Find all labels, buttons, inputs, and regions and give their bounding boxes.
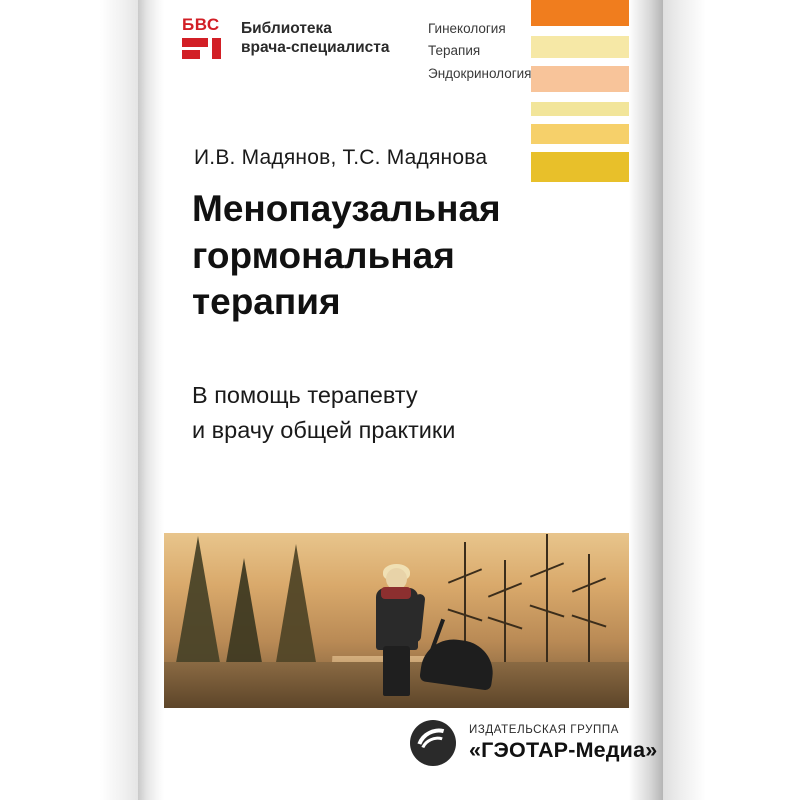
book-title bbox=[192, 186, 612, 326]
figure-legs bbox=[383, 646, 410, 696]
specialties-list bbox=[428, 18, 531, 85]
subtitle-line-2: и врачу общей практики bbox=[192, 417, 456, 444]
cover-left-edge-shading bbox=[138, 0, 164, 800]
book-subtitle bbox=[192, 378, 612, 449]
series-logo bbox=[182, 16, 390, 70]
cover-photograph bbox=[164, 533, 629, 708]
cover-right-edge-shading bbox=[629, 0, 663, 800]
bvs-bar-3 bbox=[212, 38, 221, 59]
color-stripe-5 bbox=[531, 66, 629, 92]
color-stripe-6 bbox=[531, 92, 629, 102]
specialty-item-2: Терапия bbox=[428, 43, 481, 59]
title-line-2: гормональная bbox=[192, 234, 455, 276]
color-stripe-9 bbox=[531, 124, 629, 144]
geotar-logo-icon bbox=[410, 720, 456, 766]
title-line-3: терапия bbox=[192, 281, 341, 323]
subtitle-line-1: В помощь терапевту bbox=[192, 382, 418, 408]
color-stripe-10 bbox=[531, 144, 629, 152]
series-label bbox=[241, 16, 390, 58]
background-right-shade bbox=[660, 0, 706, 800]
publisher-name: «ГЭОТАР-Медиа» bbox=[469, 737, 658, 762]
figure-scarf bbox=[381, 587, 411, 599]
background-left-shade bbox=[100, 0, 140, 800]
umbrella bbox=[422, 618, 494, 696]
tree-bare-3 bbox=[546, 534, 548, 680]
publisher-block bbox=[410, 720, 657, 766]
specialty-item-3: Эндокринология bbox=[428, 65, 532, 81]
color-stripe-4 bbox=[531, 58, 629, 66]
publisher-text bbox=[469, 724, 657, 763]
bvs-abbreviation: БВС bbox=[182, 15, 220, 34]
color-stripe-8 bbox=[531, 116, 629, 124]
color-stripe-3 bbox=[531, 36, 629, 58]
title-line-1: Менопаузальная bbox=[192, 188, 501, 229]
book-front-cover bbox=[138, 0, 663, 800]
bvs-bar-2 bbox=[182, 50, 200, 59]
series-label-line-2: врача-специалиста bbox=[241, 39, 390, 57]
authors-line: И.В. Мадянов, Т.С. Мадянова bbox=[194, 146, 488, 169]
bvs-emblem-icon bbox=[182, 16, 232, 70]
color-stripe-11 bbox=[531, 152, 629, 182]
color-stripe-7 bbox=[531, 102, 629, 116]
umbrella-canopy bbox=[419, 635, 497, 691]
publisher-group-label: ИЗДАТЕЛЬСКАЯ ГРУППА bbox=[469, 723, 620, 736]
specialty-item-1: Гинекология bbox=[428, 21, 506, 36]
series-label-line-1: Библиотека bbox=[241, 20, 332, 37]
color-stripe-2 bbox=[531, 26, 629, 36]
color-stripe-1 bbox=[531, 0, 629, 26]
bvs-bar-1 bbox=[182, 38, 208, 47]
color-stripes-decoration bbox=[531, 0, 629, 182]
